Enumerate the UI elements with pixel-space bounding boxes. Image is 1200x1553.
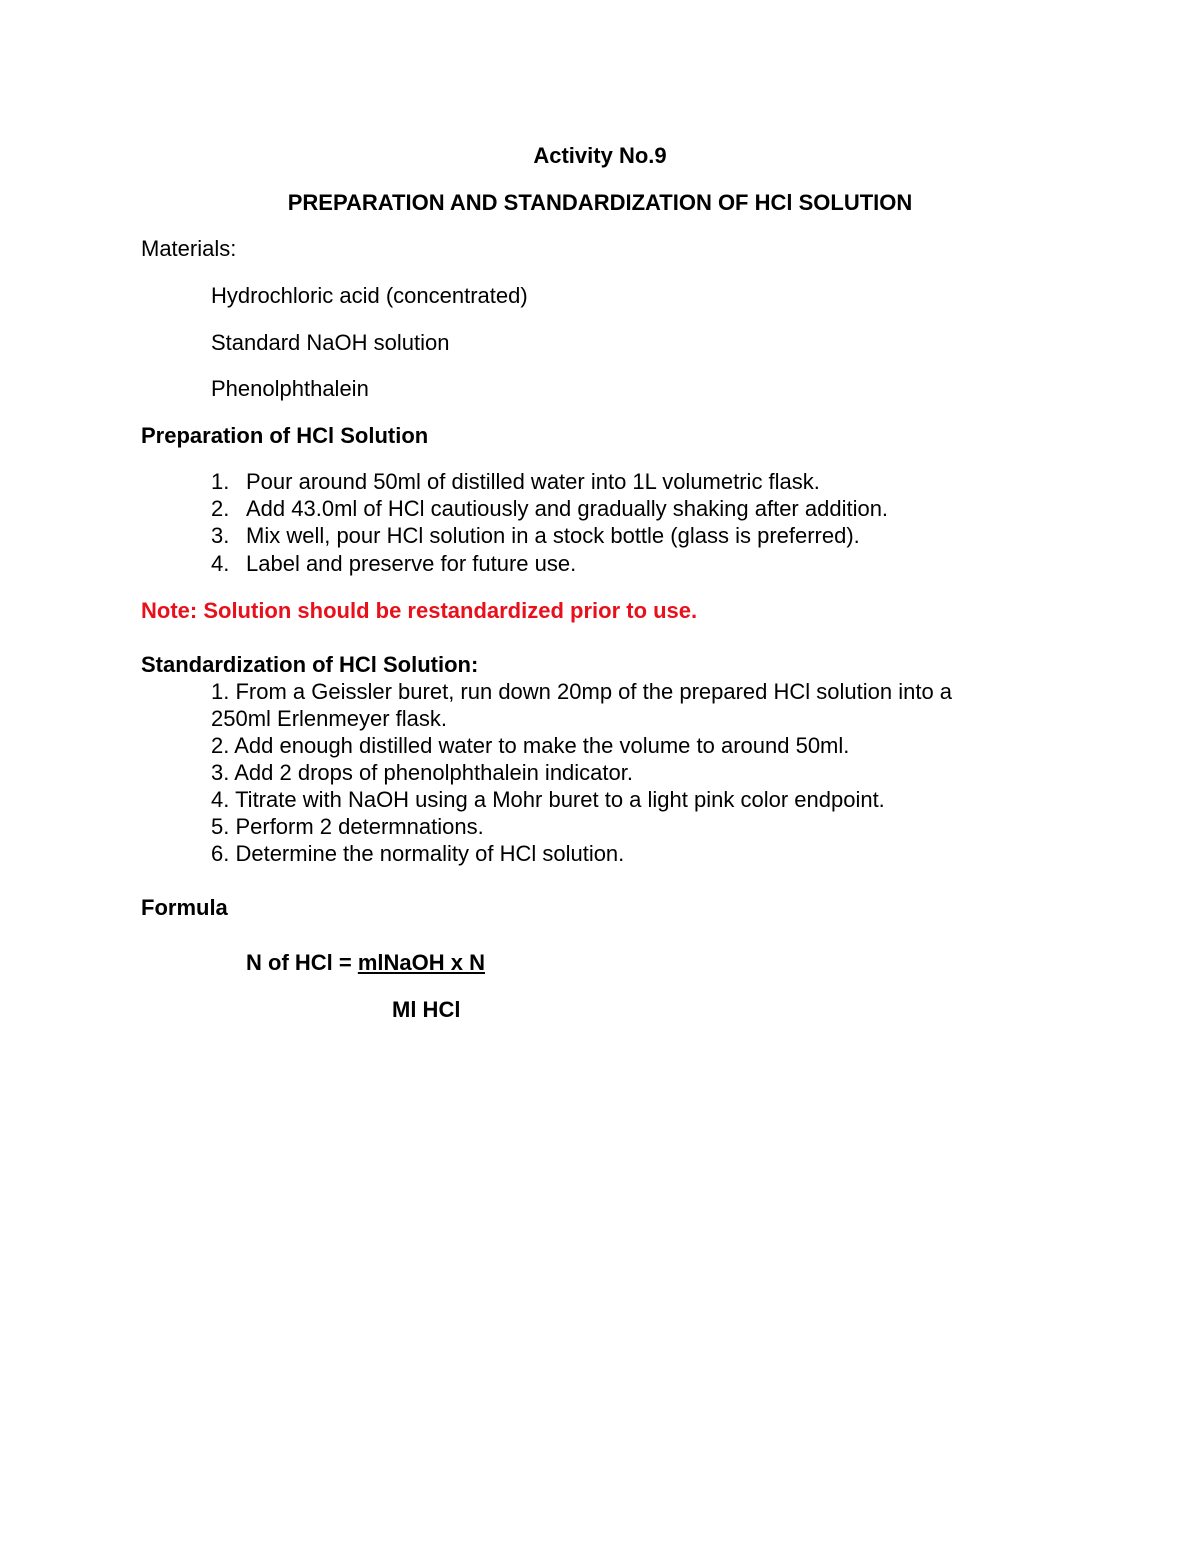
prep-step-text: Mix well, pour HCl solution in a stock bottle (glass is preferred).: [246, 523, 860, 548]
std-step: 2. Add enough distilled water to make the volume to around 50ml.: [211, 733, 850, 758]
std-step: 4. Titrate with NaOH using a Mohr buret to a light pink color endpoint.: [211, 787, 885, 812]
prep-step-number: 3.: [211, 523, 230, 548]
material-item: Phenolphthalein: [211, 376, 369, 401]
prep-step-number: 1.: [211, 469, 230, 494]
std-step: 3. Add 2 drops of phenolphthalein indicator.: [211, 760, 633, 785]
document-subtitle: PREPARATION AND STANDARDIZATION OF HCl SOLUTION: [287, 190, 913, 215]
std-step: 5. Perform 2 determnations.: [211, 814, 484, 839]
formula-numerator: mlNaOH x N: [357, 950, 485, 975]
formula-expression: [246, 950, 485, 976]
prep-step-text: Add 43.0ml of HCl cautiously and gradually shaking after addition.: [246, 496, 889, 521]
formula-lhs: N of HCl =: [246, 950, 358, 975]
prep-step-number: 4.: [211, 551, 230, 576]
std-step: 1. From a Geissler buret, run down 20mp of the prepared HCl solution into a: [211, 679, 953, 704]
std-step-continuation: 250ml Erlenmeyer flask.: [211, 706, 447, 731]
formula-denominator: Ml HCl: [392, 997, 461, 1022]
prep-step-text: Pour around 50ml of distilled water into 1L volumetric flask.: [246, 469, 820, 494]
restandardize-note: Note: Solution should be restandardized prior to use.: [141, 598, 698, 623]
prep-step-number: 2.: [211, 496, 230, 521]
material-item: Standard NaOH solution: [211, 330, 450, 355]
prep-step-text: Label and preserve for future use.: [246, 551, 577, 576]
std-step: 6. Determine the normality of HCl solution.: [211, 841, 625, 866]
preparation-heading: Preparation of HCl Solution: [141, 423, 429, 448]
activity-title: Activity No.9: [533, 143, 667, 168]
standardization-heading: Standardization of HCl Solution:: [141, 652, 479, 677]
formula-heading: Formula: [141, 895, 228, 920]
materials-label: Materials:: [141, 236, 237, 261]
material-item: Hydrochloric acid (concentrated): [211, 283, 528, 308]
